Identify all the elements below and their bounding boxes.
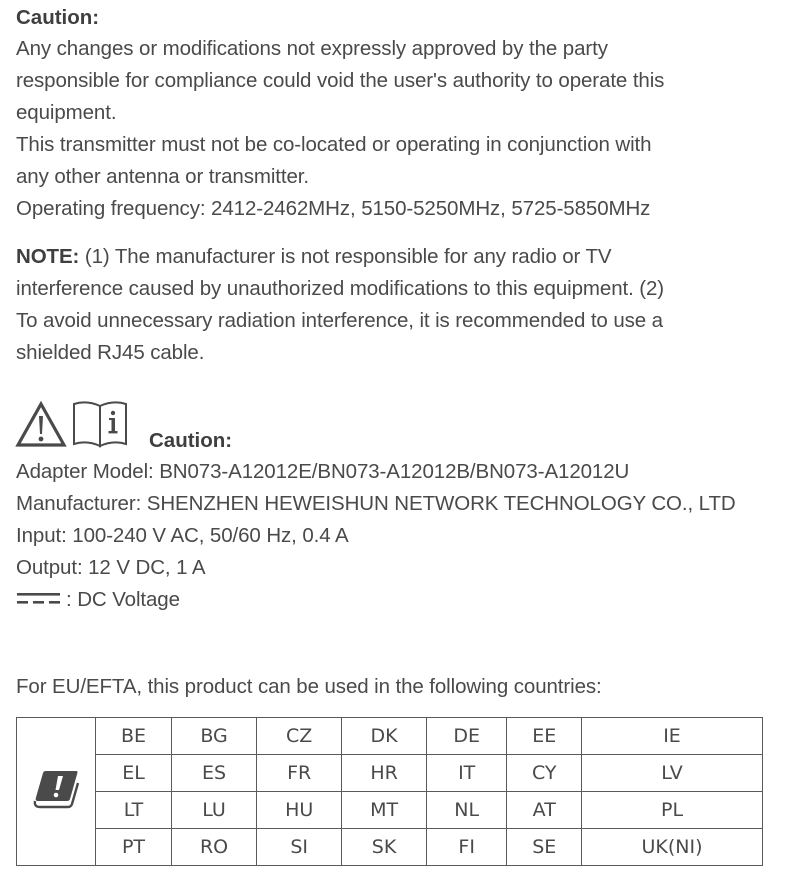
country-cell: FI <box>426 829 507 866</box>
table-row <box>17 755 763 792</box>
note-line: shielded RJ45 cable. <box>16 341 205 364</box>
note-label: NOTE: <box>16 245 80 268</box>
country-cell: SE <box>507 829 582 866</box>
caution-line: This transmitter must not be co-located or operating in conjunction with <box>16 133 652 156</box>
country-cell: MT <box>342 792 427 829</box>
country-cell: EL <box>96 755 172 792</box>
country-cell: UK(NI) <box>582 829 763 866</box>
note-section <box>16 241 664 369</box>
caution-line: equipment. <box>16 101 117 124</box>
country-cell: RO <box>171 829 256 866</box>
country-cell: DK <box>342 718 427 755</box>
country-cell: AT <box>507 792 582 829</box>
caution-line: any other antenna or transmitter. <box>16 165 309 188</box>
note-line: (1) The manufacturer is not responsible for any radio or TV <box>79 245 612 268</box>
caution-body <box>16 33 664 225</box>
dc-voltage-symbol-icon <box>16 584 62 616</box>
country-cell: BE <box>96 718 172 755</box>
dc-voltage-label: : DC Voltage <box>66 588 180 611</box>
country-cell: LT <box>96 792 172 829</box>
country-cell: LV <box>582 755 763 792</box>
dc-voltage-legend <box>16 584 736 616</box>
read-manual-icon <box>71 398 129 453</box>
input-rating: Input: 100-240 V AC, 50/60 Hz, 0.4 A <box>16 524 349 547</box>
country-cell: DE <box>426 718 507 755</box>
caution-heading: Caution: <box>16 6 100 29</box>
restriction-book-icon <box>17 718 96 866</box>
country-cell: IT <box>426 755 507 792</box>
warning-triangle-icon <box>15 400 67 453</box>
country-cell: CZ <box>257 718 342 755</box>
manufacturer: Manufacturer: SHENZHEN HEWEISHUN NETWORK TECHNOLOGY CO., LTD <box>16 492 736 515</box>
country-cell: IE <box>582 718 763 755</box>
adapter-caution-header <box>15 403 232 453</box>
country-cell: FR <box>257 755 342 792</box>
adapter-caution-title: Caution: <box>149 429 233 452</box>
note-line: To avoid unnecessary radiation interference, it is recommended to use a <box>16 309 663 332</box>
operating-frequency: Operating frequency: 2412-2462MHz, 5150-5250MHz, 5725-5850MHz <box>16 197 651 220</box>
adapter-model: Adapter Model: BN073-A12012E/BN073-A12012B/BN073-A12012U <box>16 460 630 483</box>
note-line: interference caused by unauthorized modifications to this equipment. (2) <box>16 277 665 300</box>
adapter-info <box>16 456 736 616</box>
country-cell: LU <box>171 792 256 829</box>
country-cell: EE <box>507 718 582 755</box>
country-cell: PT <box>96 829 172 866</box>
country-cell: HU <box>257 792 342 829</box>
eu-intro: For EU/EFTA, this product can be used in the following countries: <box>16 675 602 698</box>
table-row <box>17 718 763 755</box>
caution-line: responsible for compliance could void the user's authority to operate this <box>16 69 665 92</box>
caution-line: Any changes or modifications not expressly approved by the party <box>16 37 608 60</box>
eu-country-table <box>16 717 763 866</box>
country-cell: BG <box>171 718 256 755</box>
country-cell: CY <box>507 755 582 792</box>
output-rating: Output: 12 V DC, 1 A <box>16 556 206 579</box>
country-cell: SK <box>342 829 427 866</box>
country-cell: HR <box>342 755 427 792</box>
country-cell: ES <box>171 755 256 792</box>
country-cell: PL <box>582 792 763 829</box>
country-cell: NL <box>426 792 507 829</box>
table-row <box>17 792 763 829</box>
table-row <box>17 829 763 866</box>
country-cell: SI <box>257 829 342 866</box>
